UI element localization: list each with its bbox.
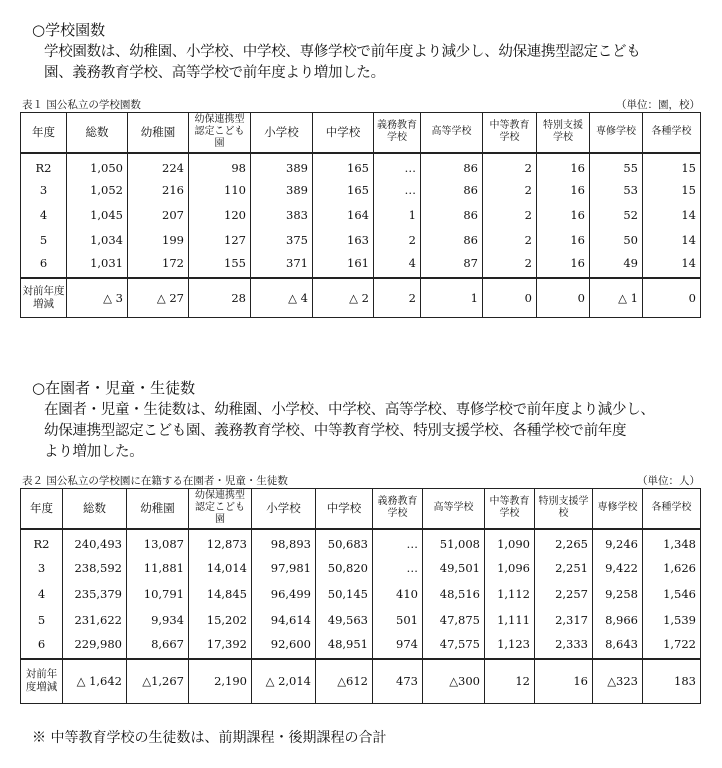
value-cell: 120 bbox=[189, 203, 251, 228]
value-cell: 47,875 bbox=[423, 607, 485, 633]
delta-cell: 28 bbox=[189, 278, 251, 318]
value-cell: 110 bbox=[189, 178, 251, 203]
table2-header-3: 幼保連携型認定こども園 bbox=[189, 489, 252, 529]
value-cell: 86 bbox=[421, 228, 483, 253]
value-cell: 9,422 bbox=[593, 555, 643, 581]
value-cell: 375 bbox=[251, 228, 313, 253]
year-cell: 4 bbox=[21, 203, 67, 228]
value-cell: 164 bbox=[313, 203, 374, 228]
value-cell: 14,845 bbox=[189, 581, 252, 607]
table1-header-row bbox=[21, 113, 701, 153]
value-cell: … bbox=[374, 178, 421, 203]
value-cell: 8,966 bbox=[593, 607, 643, 633]
delta-cell: 0 bbox=[483, 278, 537, 318]
value-cell: 235,379 bbox=[63, 581, 127, 607]
section2-para-line2: 幼保連携型認定こども園、義務教育学校、中等教育学校、特別支援学校、各種学校で前年度 bbox=[44, 423, 627, 439]
value-cell: 229,980 bbox=[63, 633, 127, 659]
year-cell: 5 bbox=[21, 607, 63, 633]
value-cell: 974 bbox=[373, 633, 423, 659]
value-cell: 14 bbox=[643, 253, 701, 278]
value-cell: 86 bbox=[421, 203, 483, 228]
table1-header-6: 義務教育学校 bbox=[374, 113, 421, 153]
value-cell: 50 bbox=[590, 228, 643, 253]
value-cell: 216 bbox=[128, 178, 189, 203]
value-cell: 11,881 bbox=[127, 555, 189, 581]
value-cell: 1,546 bbox=[643, 581, 701, 607]
value-cell: 1,034 bbox=[67, 228, 128, 253]
value-cell: 1,348 bbox=[643, 529, 701, 555]
table1-caption: 表１ 国公私立の学校園数 bbox=[22, 99, 141, 111]
value-cell: 1,031 bbox=[67, 253, 128, 278]
delta-cell: △ 2 bbox=[313, 278, 374, 318]
value-cell: 55 bbox=[590, 153, 643, 178]
value-cell: 9,934 bbox=[127, 607, 189, 633]
section1-para-line2: 園、義務教育学校、高等学校で前年度より増加した。 bbox=[44, 65, 385, 81]
value-cell: … bbox=[374, 153, 421, 178]
table-row bbox=[21, 581, 701, 607]
value-cell: 1,045 bbox=[67, 203, 128, 228]
value-cell: 48,516 bbox=[423, 581, 485, 607]
value-cell: 2 bbox=[483, 228, 537, 253]
table-row bbox=[21, 555, 701, 581]
value-cell: 49,563 bbox=[316, 607, 373, 633]
table1-delta-row bbox=[21, 278, 701, 318]
value-cell: 199 bbox=[128, 228, 189, 253]
value-cell: 161 bbox=[313, 253, 374, 278]
table-row bbox=[21, 253, 701, 278]
value-cell: 383 bbox=[251, 203, 313, 228]
year-cell: 4 bbox=[21, 581, 63, 607]
value-cell: 501 bbox=[373, 607, 423, 633]
delta-cell: △ 1,642 bbox=[63, 659, 127, 704]
section2-heading: ○在園者・児童・生徒数 bbox=[32, 379, 196, 397]
delta-cell: △ 27 bbox=[128, 278, 189, 318]
table2-header-8: 中等教育学校 bbox=[485, 489, 535, 529]
value-cell: … bbox=[373, 555, 423, 581]
value-cell: 16 bbox=[537, 228, 590, 253]
table1-header-9: 特別支援学校 bbox=[537, 113, 590, 153]
delta-cell: 12 bbox=[485, 659, 535, 704]
value-cell: 165 bbox=[313, 153, 374, 178]
value-cell: 4 bbox=[374, 253, 421, 278]
value-cell: 2,265 bbox=[535, 529, 593, 555]
value-cell: 240,493 bbox=[63, 529, 127, 555]
value-cell: 16 bbox=[537, 253, 590, 278]
delta-cell: △ 3 bbox=[67, 278, 128, 318]
value-cell: 51,008 bbox=[423, 529, 485, 555]
table2-header-2: 幼稚園 bbox=[127, 489, 189, 529]
delta-cell: △612 bbox=[316, 659, 373, 704]
value-cell: 2,317 bbox=[535, 607, 593, 633]
table1-header-7: 高等学校 bbox=[421, 113, 483, 153]
section2-para-line3: より増加した。 bbox=[44, 444, 144, 460]
value-cell: 1 bbox=[374, 203, 421, 228]
value-cell: 49,501 bbox=[423, 555, 485, 581]
value-cell: 15 bbox=[643, 153, 701, 178]
delta-cell: △323 bbox=[593, 659, 643, 704]
table1-header-1: 総数 bbox=[67, 113, 128, 153]
value-cell: 50,820 bbox=[316, 555, 373, 581]
value-cell: 14 bbox=[643, 203, 701, 228]
value-cell: 207 bbox=[128, 203, 189, 228]
value-cell: 1,112 bbox=[485, 581, 535, 607]
year-cell: R2 bbox=[21, 153, 67, 178]
value-cell: 165 bbox=[313, 178, 374, 203]
table-row bbox=[21, 529, 701, 555]
value-cell: 14 bbox=[643, 228, 701, 253]
value-cell: 9,258 bbox=[593, 581, 643, 607]
table-row bbox=[21, 203, 701, 228]
value-cell: 2 bbox=[483, 153, 537, 178]
delta-cell: △ 2,014 bbox=[252, 659, 316, 704]
year-cell: R2 bbox=[21, 529, 63, 555]
table1 bbox=[20, 112, 701, 318]
value-cell: 2 bbox=[483, 253, 537, 278]
delta-cell: △1,267 bbox=[127, 659, 189, 704]
value-cell: 224 bbox=[128, 153, 189, 178]
value-cell: 12,873 bbox=[189, 529, 252, 555]
delta-cell: △ 1 bbox=[590, 278, 643, 318]
table2-delta-row bbox=[21, 659, 701, 704]
value-cell: 92,600 bbox=[252, 633, 316, 659]
value-cell: 2,333 bbox=[535, 633, 593, 659]
value-cell: 2,251 bbox=[535, 555, 593, 581]
table1-header-10: 専修学校 bbox=[590, 113, 643, 153]
table1-header-5: 中学校 bbox=[313, 113, 374, 153]
table2-header-7: 高等学校 bbox=[423, 489, 485, 529]
value-cell: 50,145 bbox=[316, 581, 373, 607]
table1-header-2: 幼稚園 bbox=[128, 113, 189, 153]
value-cell: 15 bbox=[643, 178, 701, 203]
table-row bbox=[21, 228, 701, 253]
value-cell: 10,791 bbox=[127, 581, 189, 607]
table1-header-4: 小学校 bbox=[251, 113, 313, 153]
table2 bbox=[20, 488, 701, 704]
value-cell: 1,111 bbox=[485, 607, 535, 633]
value-cell: 52 bbox=[590, 203, 643, 228]
value-cell: 47,575 bbox=[423, 633, 485, 659]
year-cell: 3 bbox=[21, 555, 63, 581]
value-cell: 14,014 bbox=[189, 555, 252, 581]
value-cell: 53 bbox=[590, 178, 643, 203]
value-cell: 17,392 bbox=[189, 633, 252, 659]
table2-header-10: 専修学校 bbox=[593, 489, 643, 529]
table2-header-row bbox=[21, 489, 701, 529]
value-cell: 13,087 bbox=[127, 529, 189, 555]
delta-cell: 2,190 bbox=[189, 659, 252, 704]
value-cell: 1,123 bbox=[485, 633, 535, 659]
value-cell: 98 bbox=[189, 153, 251, 178]
delta-cell: 0 bbox=[537, 278, 590, 318]
value-cell: 2 bbox=[483, 178, 537, 203]
table2-caption: 表２ 国公私立の学校園に在籍する在園者・児童・生徒数 bbox=[22, 475, 288, 487]
value-cell: 1,050 bbox=[67, 153, 128, 178]
value-cell: 389 bbox=[251, 153, 313, 178]
table-row bbox=[21, 607, 701, 633]
table2-header-9: 特別支援学校 bbox=[535, 489, 593, 529]
value-cell: 410 bbox=[373, 581, 423, 607]
table1-header-11: 各種学校 bbox=[643, 113, 701, 153]
value-cell: 1,090 bbox=[485, 529, 535, 555]
value-cell: 1,626 bbox=[643, 555, 701, 581]
value-cell: … bbox=[373, 529, 423, 555]
value-cell: 16 bbox=[537, 178, 590, 203]
table2-header-1: 総数 bbox=[63, 489, 127, 529]
year-cell: 3 bbox=[21, 178, 67, 203]
value-cell: 1,052 bbox=[67, 178, 128, 203]
value-cell: 86 bbox=[421, 178, 483, 203]
value-cell: 97,981 bbox=[252, 555, 316, 581]
value-cell: 15,202 bbox=[189, 607, 252, 633]
delta-cell: 183 bbox=[643, 659, 701, 704]
delta-cell: 2 bbox=[374, 278, 421, 318]
table-row bbox=[21, 633, 701, 659]
delta-cell: 473 bbox=[373, 659, 423, 704]
table-row bbox=[21, 153, 701, 178]
value-cell: 163 bbox=[313, 228, 374, 253]
value-cell: 86 bbox=[421, 153, 483, 178]
delta-cell: 16 bbox=[535, 659, 593, 704]
footnote: ※ 中等教育学校の生徒数は、前期課程・後期課程の合計 bbox=[32, 730, 387, 746]
delta-label: 対前年度増減 bbox=[21, 659, 63, 704]
value-cell: 49 bbox=[590, 253, 643, 278]
value-cell: 48,951 bbox=[316, 633, 373, 659]
section2-para-line1: 在園者・児童・生徒数は、幼稚園、小学校、中学校、高等学校、専修学校で前年度より減少し、 bbox=[44, 402, 655, 418]
value-cell: 8,643 bbox=[593, 633, 643, 659]
delta-cell: △ 4 bbox=[251, 278, 313, 318]
value-cell: 127 bbox=[189, 228, 251, 253]
value-cell: 8,667 bbox=[127, 633, 189, 659]
value-cell: 50,683 bbox=[316, 529, 373, 555]
value-cell: 94,614 bbox=[252, 607, 316, 633]
value-cell: 389 bbox=[251, 178, 313, 203]
table2-header-0: 年度 bbox=[21, 489, 63, 529]
value-cell: 2 bbox=[374, 228, 421, 253]
table1-header-8: 中等教育学校 bbox=[483, 113, 537, 153]
value-cell: 2 bbox=[483, 203, 537, 228]
value-cell: 172 bbox=[128, 253, 189, 278]
value-cell: 98,893 bbox=[252, 529, 316, 555]
table2-header-5: 中学校 bbox=[316, 489, 373, 529]
value-cell: 2,257 bbox=[535, 581, 593, 607]
value-cell: 96,499 bbox=[252, 581, 316, 607]
value-cell: 1,096 bbox=[485, 555, 535, 581]
table2-header-11: 各種学校 bbox=[643, 489, 701, 529]
value-cell: 16 bbox=[537, 203, 590, 228]
table2-unit: （単位：人） bbox=[637, 475, 700, 487]
value-cell: 1,722 bbox=[643, 633, 701, 659]
table1-header-3: 幼保連携型認定こども園 bbox=[189, 113, 251, 153]
year-cell: 6 bbox=[21, 633, 63, 659]
value-cell: 155 bbox=[189, 253, 251, 278]
value-cell: 231,622 bbox=[63, 607, 127, 633]
delta-label: 対前年度増減 bbox=[21, 278, 67, 318]
table1-unit: （単位：園，校） bbox=[616, 99, 700, 111]
value-cell: 238,592 bbox=[63, 555, 127, 581]
delta-cell: △300 bbox=[423, 659, 485, 704]
value-cell: 87 bbox=[421, 253, 483, 278]
value-cell: 371 bbox=[251, 253, 313, 278]
value-cell: 1,539 bbox=[643, 607, 701, 633]
value-cell: 9,246 bbox=[593, 529, 643, 555]
table2-header-6: 義務教育学校 bbox=[373, 489, 423, 529]
year-cell: 6 bbox=[21, 253, 67, 278]
delta-cell: 1 bbox=[421, 278, 483, 318]
section1-para-line1: 学校園数は、幼稚園、小学校、中学校、専修学校で前年度より減少し、幼保連携型認定こども bbox=[44, 44, 641, 60]
table2-header-4: 小学校 bbox=[252, 489, 316, 529]
delta-cell: 0 bbox=[643, 278, 701, 318]
value-cell: 16 bbox=[537, 153, 590, 178]
table1-header-0: 年度 bbox=[21, 113, 67, 153]
section1-heading: ○学校園数 bbox=[32, 21, 106, 39]
table-row bbox=[21, 178, 701, 203]
year-cell: 5 bbox=[21, 228, 67, 253]
